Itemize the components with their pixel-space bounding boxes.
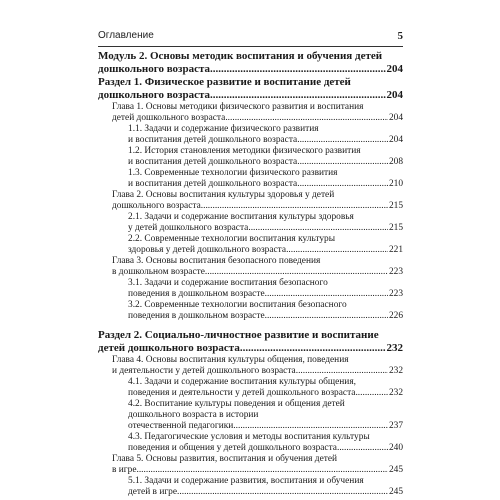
- toc-entry-text: поведения в дошкольном возрасте: [128, 289, 265, 299]
- toc-entry-text: 1.3. Современные технологии физического развития: [128, 168, 338, 178]
- toc-entry-text: и воспитания детей дошкольного возраста: [128, 135, 298, 145]
- dot-leader: [201, 201, 388, 212]
- header-rule: [98, 46, 403, 47]
- toc-entry-last-line: [128, 443, 403, 454]
- toc-entry-text: дошкольного возраста: [112, 201, 201, 211]
- dot-leader: [136, 465, 387, 476]
- toc-chapter-entry[interactable]: [98, 190, 403, 212]
- toc-page-number: 226: [388, 311, 403, 321]
- toc-entry-text: детей дошкольного возраста: [112, 113, 226, 123]
- dot-leader: [297, 179, 388, 190]
- toc-chapter-entry[interactable]: [98, 256, 403, 278]
- dot-leader: [210, 89, 385, 102]
- toc-entry-text: 3.2. Современные технологии воспитания безопасного: [128, 300, 347, 310]
- toc-entry-last-line: [128, 487, 403, 498]
- toc-page-number: 204: [388, 135, 403, 145]
- toc-subchapter-entry[interactable]: [98, 234, 403, 256]
- toc-entry-text: и воспитания детей дошкольного возраста: [128, 157, 298, 167]
- toc-page-number: 210: [388, 179, 403, 189]
- toc-subchapter-entry[interactable]: [98, 399, 403, 432]
- toc-entry-text: дошкольного возраста: [98, 63, 211, 75]
- toc-entry-text: в игре: [112, 465, 137, 475]
- toc-entry-text: Глава 2. Основы воспитания культуры здоровья у детей: [112, 190, 335, 200]
- dot-leader: [297, 135, 388, 146]
- page-number: 5: [397, 30, 403, 42]
- toc-entry-text: поведения и деятельности у детей дошкольного возраста: [128, 388, 356, 398]
- toc-page-number: 215: [388, 223, 403, 233]
- dot-leader: [225, 113, 388, 124]
- toc-entry-last-line: [98, 89, 403, 102]
- toc-page-number: 223: [388, 267, 403, 277]
- toc-subchapter-entry[interactable]: [98, 476, 403, 498]
- dot-leader: [265, 311, 388, 322]
- toc-entry-last-line: [128, 245, 403, 256]
- toc-entry-text: 2.2. Современные технологии воспитания культуры: [128, 234, 336, 244]
- toc-page-number: 208: [388, 157, 403, 167]
- dot-leader: [297, 157, 388, 168]
- toc-page-number: 237: [388, 421, 403, 431]
- toc-subchapter-entry[interactable]: [98, 278, 403, 300]
- running-header: [98, 30, 403, 43]
- toc-entry-last-line: [112, 366, 403, 377]
- dot-leader: [177, 487, 388, 498]
- toc-entry-last-line: [128, 157, 403, 168]
- toc-subchapter-entry[interactable]: [98, 300, 403, 322]
- running-header-title: Оглавление: [98, 30, 154, 41]
- toc-chapter-entry[interactable]: [98, 454, 403, 476]
- toc-entry-last-line: [112, 465, 403, 476]
- toc-page-number: 221: [388, 245, 403, 255]
- toc-subchapter-entry[interactable]: [98, 377, 403, 399]
- toc-page-number: 245: [388, 487, 403, 497]
- toc-entry-text: и деятельности у детей дошкольного возраста: [112, 366, 296, 376]
- dot-leader: [233, 421, 388, 432]
- toc-entry-last-line: [128, 135, 403, 146]
- toc-chapter-entry[interactable]: [98, 102, 403, 124]
- toc-subchapter-entry[interactable]: [98, 124, 403, 146]
- toc-entry-last-line: [128, 223, 403, 234]
- toc-section-entry[interactable]: [98, 329, 403, 355]
- toc-page-number: 204: [386, 63, 403, 75]
- dot-leader: [205, 267, 388, 278]
- toc-subchapter-entry[interactable]: [98, 212, 403, 234]
- table-of-contents: [98, 50, 403, 498]
- toc-section-entry[interactable]: [98, 50, 403, 76]
- toc-entry-text: детей дошкольного возраста: [98, 342, 240, 354]
- toc-entry-last-line: [128, 289, 403, 300]
- toc-entry-last-line: [112, 113, 403, 124]
- toc-entry-text: Модуль 2. Основы методик воспитания и обучения детей: [98, 50, 383, 62]
- toc-page-number: 204: [386, 89, 403, 101]
- toc-entry-text: 4.2. Воспитание культуры поведения и общения детей: [128, 399, 345, 409]
- dot-leader: [210, 63, 385, 76]
- toc-page-number: 232: [388, 366, 403, 376]
- toc-entry-last-line: [128, 311, 403, 322]
- dot-leader: [337, 443, 388, 454]
- dot-leader: [248, 223, 388, 234]
- dot-leader: [240, 342, 386, 355]
- toc-entry-text: у детей дошкольного возраста: [128, 223, 249, 233]
- toc-entry-text: дошкольного возраста: [98, 89, 211, 101]
- toc-page-number: 232: [386, 342, 403, 354]
- toc-entry-text: поведения и общения у детей дошкольного возраста: [128, 443, 337, 453]
- toc-entry-text: Глава 5. Основы развития, воспитания и обучения детей: [112, 454, 338, 464]
- toc-entry-text: и воспитания детей дошкольного возраста: [128, 179, 298, 189]
- toc-page-number: 215: [388, 201, 403, 211]
- toc-entry-text: поведения в дошкольном возрасте: [128, 311, 265, 321]
- toc-subchapter-entry[interactable]: [98, 168, 403, 190]
- toc-entry-last-line: [98, 342, 403, 355]
- section-gap: [98, 322, 403, 329]
- toc-entry-text: 1.2. История становления методики физического развития: [128, 146, 361, 156]
- toc-entry-text: 4.3. Педагогические условия и методы воспитания культуры: [128, 432, 370, 442]
- toc-entry-text: Раздел 1. Физическое развитие и воспитание детей: [98, 76, 351, 88]
- toc-entry-text: в дошкольном возрасте: [112, 267, 205, 277]
- toc-entry-text: Глава 3. Основы воспитания безопасного поведения: [112, 256, 321, 266]
- toc-entry-text: дошкольного возраста в истории: [128, 410, 259, 420]
- toc-entry-text: отечественной педагогики: [128, 421, 234, 431]
- toc-entry-text: Глава 4. Основы воспитания культуры общения, поведения: [112, 355, 349, 365]
- toc-subchapter-entry[interactable]: [98, 146, 403, 168]
- dot-leader: [355, 388, 387, 399]
- toc-entry-text: 1.1. Задачи и содержание физического развития: [128, 124, 319, 134]
- toc-entry-last-line: [112, 267, 403, 278]
- toc-entry-last-line: [112, 201, 403, 212]
- toc-subchapter-entry[interactable]: [98, 432, 403, 454]
- toc-entry-text: детей в игре: [128, 487, 178, 497]
- toc-section-entry[interactable]: [98, 76, 403, 102]
- toc-entry-last-line: [128, 388, 403, 399]
- toc-chapter-entry[interactable]: [98, 355, 403, 377]
- toc-entry-text: 4.1. Задачи и содержание воспитания культуры общения,: [128, 377, 356, 387]
- dot-leader: [265, 289, 388, 300]
- toc-page-number: 223: [388, 289, 403, 299]
- toc-entry-last-line: [128, 179, 403, 190]
- dot-leader: [286, 245, 388, 256]
- toc-entry-last-line: [98, 63, 403, 76]
- toc-entry-text: здоровья у детей дошкольного возраста: [128, 245, 287, 255]
- toc-page-number: 204: [388, 113, 403, 123]
- toc-page-number: 240: [388, 443, 403, 453]
- toc-entry-text: Глава 1. Основы методики физического развития и воспитания: [112, 102, 364, 112]
- toc-page-number: 232: [388, 388, 403, 398]
- toc-entry-text: 5.1. Задачи и содержание развития, воспитания и обучения: [128, 476, 364, 486]
- toc-entry-text: 2.1. Задачи и содержание воспитания культуры здоровья: [128, 212, 354, 222]
- toc-entry-text: Раздел 2. Социально-личностное развитие и воспитание: [98, 329, 379, 341]
- toc-entry-last-line: [128, 421, 403, 432]
- toc-entry-text: 3.1. Задачи и содержание воспитания безопасного: [128, 278, 328, 288]
- toc-page-number: 245: [388, 465, 403, 475]
- dot-leader: [296, 366, 388, 377]
